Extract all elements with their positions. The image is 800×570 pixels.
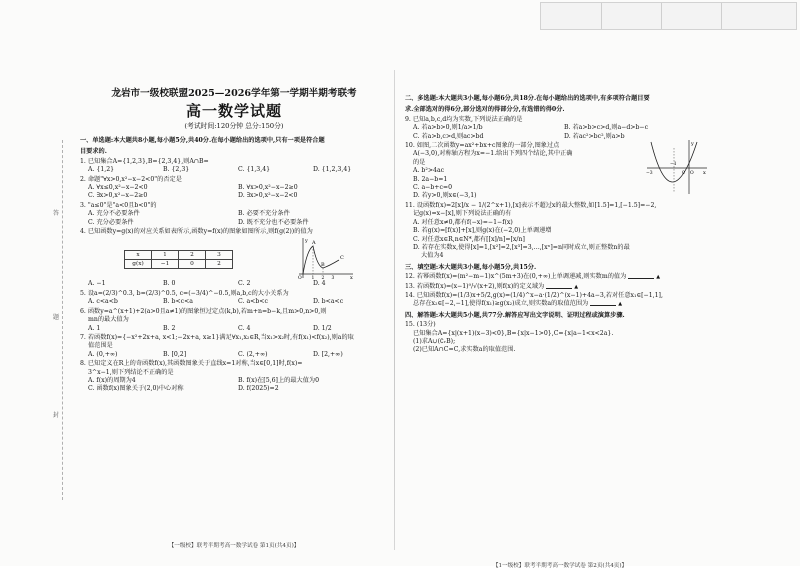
section-heading: 三、填空题:本大题共3小题,每小题5分,共15分.: [405, 263, 537, 271]
table-cell: g(x): [125, 260, 152, 269]
question-12: [405, 273, 715, 281]
margin-label: 封: [53, 412, 60, 419]
question-8-options: [80, 377, 388, 394]
point-label: C: [340, 255, 344, 262]
option: A. 对任意x≠0,都有f(−x)=−1−f(x): [413, 218, 513, 226]
option: B. b<c<a: [163, 298, 193, 306]
margin-label: 答: [53, 210, 60, 217]
question-7-cont: 值范围是: [88, 342, 113, 350]
option: C. 4: [238, 324, 251, 332]
question-13: [405, 283, 715, 291]
table-cell: 3: [206, 251, 233, 260]
section-heading: 二、多选题:本大题共3小题,每小题6分,共18分.在每小题给出的选项中,有多项符合题目要: [405, 95, 650, 102]
option: B. 必要不充分条件: [238, 210, 290, 218]
tick-label: 0: [682, 171, 685, 177]
tick-label: −3: [646, 171, 653, 177]
option: B. 2a−b=1: [413, 175, 448, 183]
option: D. 4: [313, 280, 326, 288]
table-cell: −1: [152, 260, 179, 269]
question-6-options: [80, 325, 388, 333]
tick-label: 1: [311, 276, 315, 281]
exam-organizer: 龙岩市一级校联盟2025—2026学年第一学期半期考联考: [111, 88, 357, 99]
section-heading-cont: 求.全部选对的得6分,部分选对的得部分分,有选错的得0分.: [405, 106, 565, 114]
question-4: 4. 已知函数y=g(x)的对应关系如表所示,函数y=f(x)的图象如图所示,则f(g(2))的值为: [80, 228, 313, 236]
option: A. b²>4ac: [413, 167, 445, 175]
question-10-cont: A(−3,0),对称轴方程为x=−1.给出下列四个结论,其中正确: [413, 150, 573, 158]
question-15: 已知集合A={x|(x+1)(x−3)<0},B={x|x−1>0},C={x|a−1<x<2a}.: [413, 329, 614, 337]
question-1: 1. 已知集合A={1,2,3},B={2,3,4},则A∩B=: [80, 157, 209, 165]
question-9: 9. 已知a,b,c,d均为实数,下列说法正确的是: [405, 115, 523, 123]
question-10: 10. 如图,二次函数y=ax²+bx+c图象的一部分,图象过点: [405, 142, 560, 150]
option: D. 若ac²>bc²,则a>b: [564, 132, 625, 140]
question-6: 6. 函数y=a^(x+1)+2(a>0且a≠1)的图象恒过定点(k,b),若m+n=b−k,且m>0,n>0,则: [80, 307, 327, 315]
option: C. a−b+c=0: [413, 184, 453, 192]
margin-label: 题: [53, 314, 60, 321]
table-cell: 2: [206, 260, 233, 269]
origin-label: O: [298, 276, 302, 281]
f-graph-figure: [295, 236, 355, 280]
page-footer: 【一级校】联考半期考高一数学试卷 第1页(共4页)】: [168, 542, 300, 549]
question-3: 3. "a≤0"是"a<0且b<0"的: [80, 201, 157, 209]
triangle-mark: ▲: [656, 274, 661, 281]
option: B. 2: [163, 324, 176, 332]
point-label: A: [312, 240, 316, 247]
f-curve: [303, 246, 339, 274]
option: D. ∃x>0,x²−x−2<0: [238, 192, 298, 200]
option: A. −1: [88, 280, 106, 288]
question-6-cont: mn的最大值为: [88, 316, 129, 324]
option: A. c<a<b: [88, 298, 118, 306]
exam-page-2: [405, 92, 715, 569]
parabola-figure: [645, 138, 709, 196]
option: C. ∃x>0,x²−x−2≥0: [88, 192, 148, 200]
option: B. 0: [163, 280, 176, 288]
table-cell: x: [125, 251, 152, 260]
option: A. {1,2}: [88, 166, 115, 174]
page-footer: 【1一级校】联考半期考高一数学试卷 第2页(共4页)】: [492, 562, 628, 569]
option: A. 若a>b>0,则1/a>1/b: [413, 124, 483, 132]
question-1-options: [80, 166, 388, 174]
origin-label: O: [690, 171, 694, 177]
exam-title: 高一数学试题: [185, 102, 282, 120]
question-7: 7. 若函数f(x)={−x²+2x+a, x<1;−2x+a, x≥1}满足∀x₁,x₂∈R,当x₁>x₂时,有f(x₁)<f(x₂),则a的取: [80, 333, 354, 341]
question-8-cont: 3^x−1,则下列结论不正确的是: [88, 368, 174, 376]
option: C. (2,+∞): [238, 350, 268, 358]
question-3-options: [80, 210, 388, 227]
axis-label: x: [350, 275, 353, 281]
table-cell: 2: [179, 251, 206, 260]
option: A. 1: [88, 324, 101, 332]
tick-label: 3: [331, 276, 335, 281]
option: D. {1,2,3,4}: [313, 166, 352, 174]
question-7-options: [80, 351, 388, 359]
option: C. 对任意x∈R,n∈N*,都有[[x]/n]=[x/n]: [413, 235, 525, 243]
binding-margin: [62, 140, 73, 500]
question-8: 8. 已知定义在R上的奇函数f(x),其函数图象关于直线x=1对称,当x∈[0,1]时,f(x)=: [80, 360, 303, 368]
option: D. 若y>0,则x∈(−3,1): [413, 192, 477, 200]
option: D. f(2025)=2: [238, 385, 279, 393]
question-4-figure-area: [80, 236, 388, 280]
question-14-cont: [405, 300, 715, 308]
axis-label: x: [703, 170, 706, 177]
option: C. a<b<c: [238, 298, 268, 306]
option: D. 若存在实数x,使得[x]=1,[x²]=2,[x³]=3,…,[xⁿ]=n同时成立,则正整数n的最: [413, 243, 630, 251]
option: A. ∀x≤0,x²−x−2<0: [88, 184, 148, 192]
option: C. 函数f(x)图象关于(2,0)中心对称: [88, 385, 184, 393]
question-11-cont: 记g(x)=x−[x],则下列说法正确的有: [413, 210, 512, 218]
question-10-block: [405, 142, 715, 201]
g-table: [124, 250, 233, 269]
axis-label: y: [305, 238, 308, 245]
question-5: 5. 设a=(2/3)^0.3, b=(2/3)^0.5, c=(−3/4)^−0.5,则a,b,c的大小关系为: [80, 289, 289, 297]
table-cell: 0: [179, 260, 206, 269]
tick-label: 2: [321, 276, 325, 281]
answer-blank: [590, 305, 616, 306]
option: D. 既不充分也不必要条件: [238, 218, 309, 226]
option: C. 2: [238, 280, 251, 288]
option: B. 若a>b>c>d,则a−d>b−c: [564, 124, 649, 132]
triangle-mark: ▲: [574, 283, 579, 290]
answer-blank: [628, 278, 654, 279]
question-15-heading: 15. (13分): [405, 321, 436, 329]
question-10-cont: 的是: [413, 158, 426, 166]
option: A. (0,+∞): [88, 350, 118, 358]
answer-blank: [546, 288, 572, 289]
tick-label: −1: [670, 162, 677, 168]
section-heading: 一、单选题:本大题共8小题,每小题5分,共40分.在每小题给出的选项中,只有一项是符合题: [80, 137, 325, 144]
option: C. 若a>b,c>d,则ac>bd: [413, 132, 484, 140]
exam-duration: (考试时间:120分钟 总分:150分): [184, 122, 284, 130]
scan-edge-strip: [540, 2, 797, 30]
question-11: 11. 设函数f(x)=2[x]/x − 1/(2^x+1),[x]表示不超过x的最大整数,如[1.5]=1,[−1.5]=−2,: [405, 201, 657, 209]
exam-page-1: [80, 82, 388, 552]
question-4-options: [80, 280, 388, 288]
option: A. f(x)的周期为4: [88, 376, 136, 384]
question-text: 总存在x₂∈[−2,−1],使得f(x₁)≥g(x₂)成立,则实数a的取值范围为: [413, 300, 589, 308]
question-15-part-1: (1)求A∪(∁ᵣB);: [413, 337, 456, 345]
option: D. b<a<c: [313, 298, 344, 306]
question-2-options: [80, 184, 388, 201]
option: B. 若g(x)=[f(x)]+[x],则g(x)在(−2,0)上单调递增: [413, 227, 552, 235]
option: B. f(x)在[5,6]上的最大值为0: [238, 376, 320, 384]
option: B. ∀x>0,x²−x−2≥0: [238, 184, 298, 192]
option: A. 充分不必要条件: [88, 210, 140, 218]
table-cell: 1: [152, 251, 179, 260]
option: C. 充分必要条件: [88, 218, 134, 226]
axis-label: y: [691, 141, 694, 148]
section-heading-cont: 目要求的.: [80, 148, 107, 156]
triangle-mark: ▲: [618, 301, 623, 308]
option: C. {1,3,4}: [238, 166, 271, 174]
point-label: B: [321, 262, 325, 269]
option: D. 1/2: [313, 324, 332, 332]
question-text: 12. 若幂函数f(x)=(m²−m−1)x^(5m+3)在(0,+∞)上单调递减,则实数m的值为: [405, 273, 627, 281]
option: D. [2,+∞): [313, 350, 343, 358]
option: B. {2,3}: [163, 166, 190, 174]
question-text: 13. 若函数f(x)=(x−1)⁰/√(x+2),则f(x)的定义域为: [405, 282, 545, 290]
question-15-part-2: (2)已知A∩C=C,求实数a的取值范围.: [413, 346, 516, 354]
question-2: 2. 命题"∀x>0,x²−x−2<0"的否定是: [80, 175, 182, 183]
question-14: 14. 已知函数f(x)=(1/3)x+5/2,g(x)=(1/4)^x−a·(1/2)^(x−1)+4a−3,若对任意x₁∈[−1,1],: [405, 291, 663, 299]
question-5-options: [80, 298, 388, 306]
page-fold-line: [394, 70, 395, 550]
section-heading: 四、解答题:本大题共5小题,共77分.解答应写出文字说明、证明过程或演算步骤.: [405, 311, 625, 319]
option: B. [0,2]: [163, 350, 187, 358]
option-cont: 大值为4: [421, 252, 444, 260]
